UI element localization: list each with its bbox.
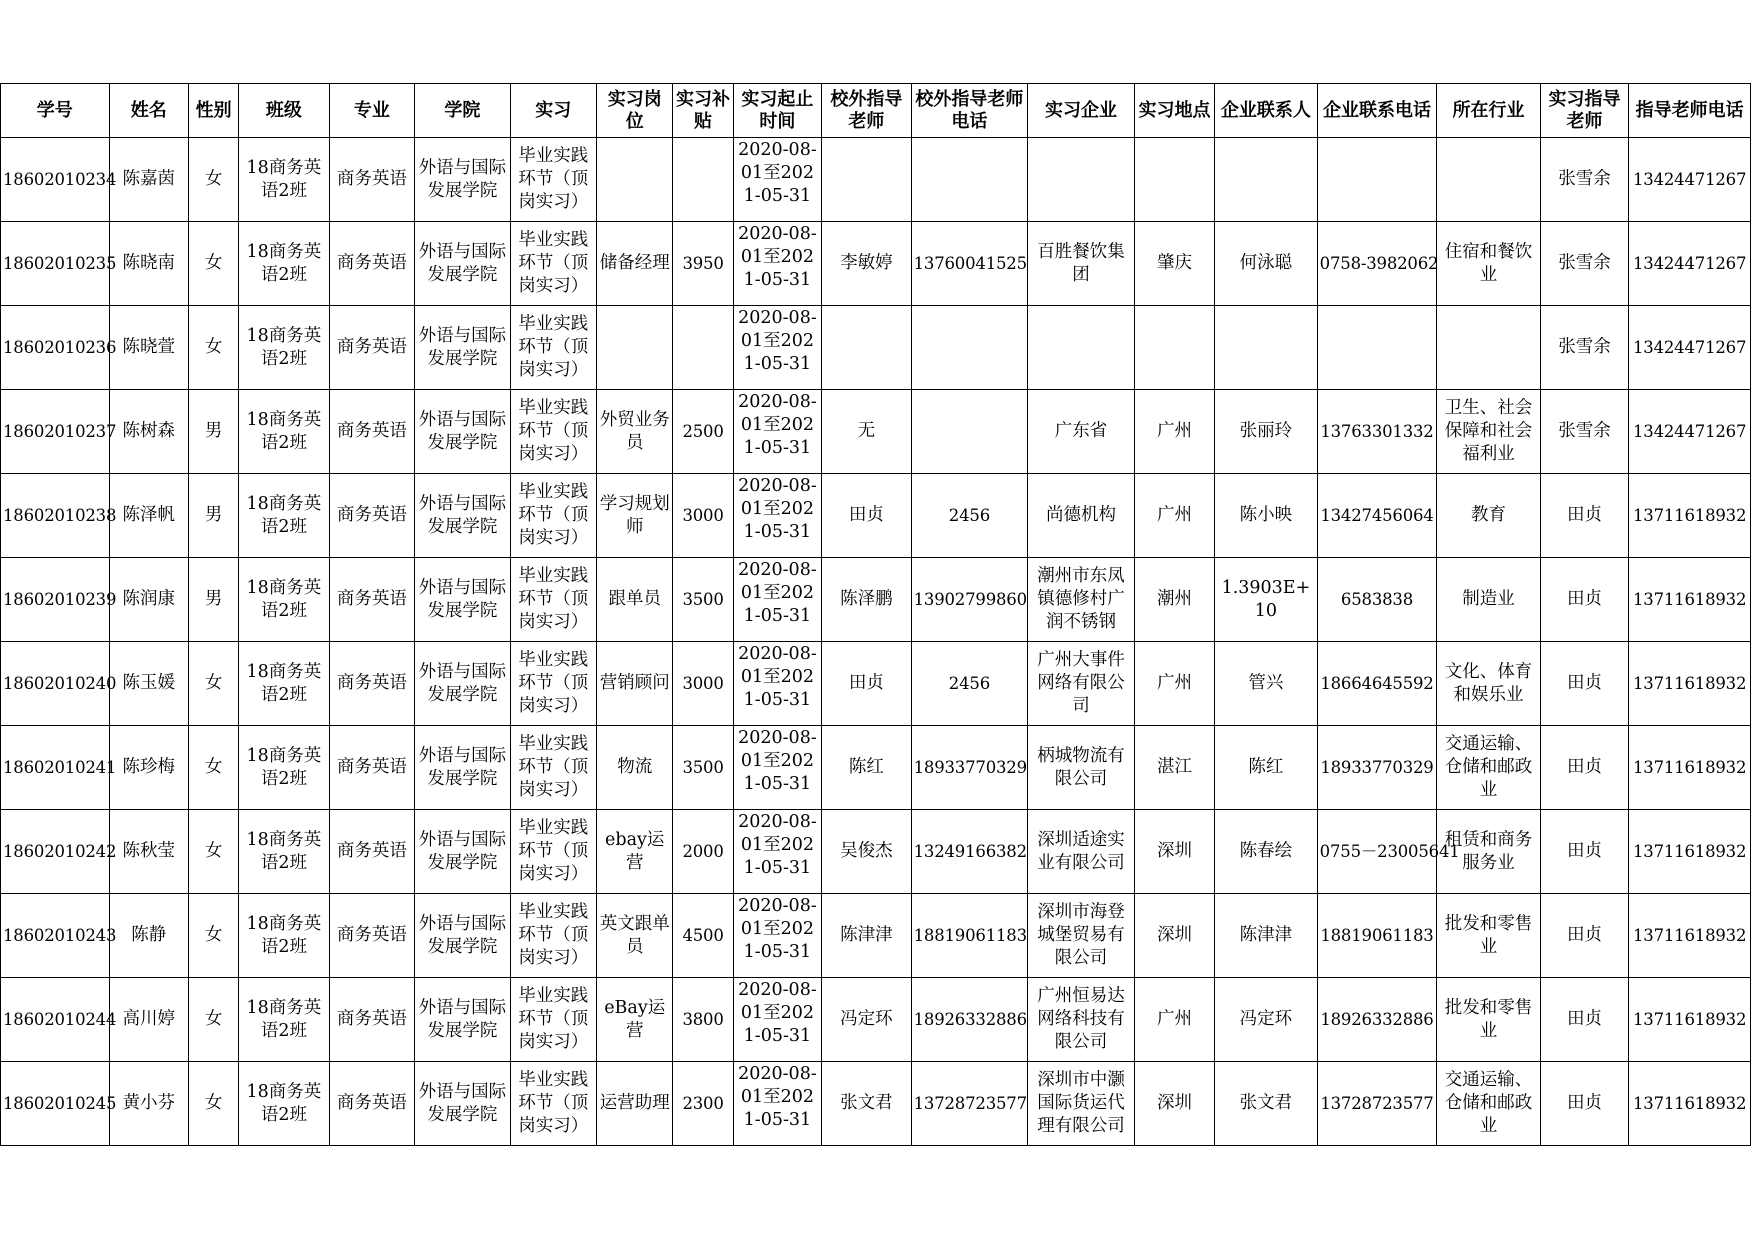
major-cell: 商务英语 [329, 222, 414, 306]
internship-cell: 毕业实践环节（顶岗实习） [510, 558, 596, 642]
subsidy-cell: 2300 [673, 1062, 733, 1146]
col-header-major: 专业 [329, 84, 414, 138]
period-cell [733, 306, 821, 390]
class-cell: 18商务英语2班 [239, 390, 329, 474]
gender-cell: 男 [188, 558, 238, 642]
period-cell [733, 138, 821, 222]
internship-cell: 毕业实践环节（顶岗实习） [510, 306, 596, 390]
table-body [1, 138, 1751, 1146]
gender-cell: 女 [188, 1062, 238, 1146]
subsidy-cell: 3500 [673, 558, 733, 642]
location-cell: 深圳 [1134, 810, 1214, 894]
external-teacher-cell: 陈津津 [822, 894, 911, 978]
teacher-phone-cell: 13711618932 [1629, 474, 1751, 558]
teacher-cell: 田贞 [1540, 558, 1628, 642]
industry-cell: 交通运输、仓储和邮政业 [1437, 726, 1541, 810]
col-header-class: 班级 [239, 84, 329, 138]
subsidy-cell: 3800 [673, 978, 733, 1062]
name-cell: 黄小芬 [109, 1062, 188, 1146]
industry-cell [1437, 306, 1541, 390]
teacher-cell: 田贞 [1540, 978, 1628, 1062]
name-cell: 陈晓南 [109, 222, 188, 306]
table-row [1, 306, 1751, 390]
class-cell: 18商务英语2班 [239, 726, 329, 810]
college-cell: 外语与国际发展学院 [415, 138, 510, 222]
period-text: 2020-08-01至2021-05-31 [738, 1064, 817, 1130]
position-cell: 物流 [597, 726, 673, 810]
position-cell [597, 138, 673, 222]
location-cell: 潮州 [1134, 558, 1214, 642]
gender-cell: 男 [188, 474, 238, 558]
period-text: 2020-08-01至2021-05-31 [738, 896, 817, 962]
external-teacher-phone-cell: 18926332886 [911, 978, 1028, 1062]
external-teacher-cell: 李敏婷 [822, 222, 911, 306]
name-cell: 陈秋莹 [109, 810, 188, 894]
subsidy-cell: 3000 [673, 642, 733, 726]
col-header-company-contact: 企业联系人 [1215, 84, 1318, 138]
period-cell [733, 222, 821, 306]
external-teacher-phone-cell: 13249166382 [911, 810, 1028, 894]
col-header-gender: 性别 [188, 84, 238, 138]
company-phone-cell: 6583838 [1317, 558, 1437, 642]
teacher-phone-cell: 13711618932 [1629, 894, 1751, 978]
teacher-phone-cell: 13711618932 [1629, 726, 1751, 810]
gender-cell: 女 [188, 138, 238, 222]
table-row [1, 642, 1751, 726]
location-cell [1134, 138, 1214, 222]
student-id-cell: 18602010239 [1, 558, 110, 642]
location-cell: 广州 [1134, 642, 1214, 726]
industry-cell: 交通运输、仓储和邮政业 [1437, 1062, 1541, 1146]
external-teacher-phone-cell [911, 138, 1028, 222]
class-cell: 18商务英语2班 [239, 642, 329, 726]
col-header-external-teacher: 校外指导老师 [822, 84, 911, 138]
company-cell: 广州恒易达网络科技有限公司 [1028, 978, 1135, 1062]
location-cell: 深圳 [1134, 894, 1214, 978]
teacher-cell: 田贞 [1540, 726, 1628, 810]
class-cell: 18商务英语2班 [239, 894, 329, 978]
company-contact-cell: 陈小映 [1215, 474, 1318, 558]
period-cell [733, 558, 821, 642]
location-cell: 广州 [1134, 390, 1214, 474]
location-cell: 广州 [1134, 474, 1214, 558]
student-id-cell: 18602010240 [1, 642, 110, 726]
name-cell: 陈嘉茵 [109, 138, 188, 222]
external-teacher-cell: 田贞 [822, 642, 911, 726]
period-cell [733, 642, 821, 726]
period-cell [733, 978, 821, 1062]
internship-cell: 毕业实践环节（顶岗实习） [510, 894, 596, 978]
period-text: 2020-08-01至2021-05-31 [738, 728, 817, 794]
subsidy-cell: 3950 [673, 222, 733, 306]
position-cell: 学习规划师 [597, 474, 673, 558]
position-cell: eBay运营 [597, 978, 673, 1062]
company-contact-cell: 陈津津 [1215, 894, 1318, 978]
external-teacher-phone-cell: 13760041525 [911, 222, 1028, 306]
teacher-phone-cell: 13424471267 [1629, 222, 1751, 306]
major-cell: 商务英语 [329, 642, 414, 726]
position-cell [597, 306, 673, 390]
company-contact-cell [1215, 138, 1318, 222]
period-text: 2020-08-01至2021-05-31 [738, 308, 817, 374]
subsidy-cell: 2000 [673, 810, 733, 894]
class-cell: 18商务英语2班 [239, 138, 329, 222]
col-header-company: 实习企业 [1028, 84, 1135, 138]
header-row [1, 84, 1751, 138]
student-id-cell: 18602010236 [1, 306, 110, 390]
industry-cell: 教育 [1437, 474, 1541, 558]
col-header-teacher-phone: 指导老师电话 [1629, 84, 1751, 138]
teacher-cell: 田贞 [1540, 642, 1628, 726]
subsidy-cell: 4500 [673, 894, 733, 978]
company-phone-cell: 18664645592 [1317, 642, 1437, 726]
college-cell: 外语与国际发展学院 [415, 1062, 510, 1146]
major-cell: 商务英语 [329, 1062, 414, 1146]
class-cell: 18商务英语2班 [239, 810, 329, 894]
table-row [1, 222, 1751, 306]
company-phone-cell: 18926332886 [1317, 978, 1437, 1062]
industry-cell: 批发和零售业 [1437, 894, 1541, 978]
external-teacher-phone-cell: 13728723577 [911, 1062, 1028, 1146]
company-cell: 深圳适途实业有限公司 [1028, 810, 1135, 894]
company-contact-cell: 冯定环 [1215, 978, 1318, 1062]
col-header-external-teacher-phone: 校外指导老师电话 [911, 84, 1028, 138]
teacher-cell: 田贞 [1540, 810, 1628, 894]
teacher-phone-cell: 13711618932 [1629, 810, 1751, 894]
student-id-cell: 18602010242 [1, 810, 110, 894]
class-cell: 18商务英语2班 [239, 558, 329, 642]
internship-cell: 毕业实践环节（顶岗实习） [510, 642, 596, 726]
position-cell: ebay运营 [597, 810, 673, 894]
period-text: 2020-08-01至2021-05-31 [738, 140, 817, 206]
gender-cell: 女 [188, 894, 238, 978]
subsidy-cell: 3500 [673, 726, 733, 810]
class-cell: 18商务英语2班 [239, 978, 329, 1062]
col-header-subsidy: 实习补贴 [673, 84, 733, 138]
student-id-cell: 18602010235 [1, 222, 110, 306]
major-cell: 商务英语 [329, 474, 414, 558]
college-cell: 外语与国际发展学院 [415, 810, 510, 894]
period-text: 2020-08-01至2021-05-31 [738, 224, 817, 290]
table-row [1, 894, 1751, 978]
name-cell: 陈泽帆 [109, 474, 188, 558]
company-contact-cell: 管兴 [1215, 642, 1318, 726]
location-cell: 肇庆 [1134, 222, 1214, 306]
company-cell: 深圳市海登城堡贸易有限公司 [1028, 894, 1135, 978]
subsidy-cell: 3000 [673, 474, 733, 558]
name-cell: 陈珍梅 [109, 726, 188, 810]
period-text: 2020-08-01至2021-05-31 [738, 644, 817, 710]
external-teacher-cell: 陈红 [822, 726, 911, 810]
teacher-cell: 张雪余 [1540, 138, 1628, 222]
table-row [1, 474, 1751, 558]
company-phone-cell [1317, 306, 1437, 390]
class-cell: 18商务英语2班 [239, 306, 329, 390]
internship-table [0, 83, 1751, 1146]
teacher-cell: 张雪余 [1540, 222, 1628, 306]
external-teacher-phone-cell: 13902799860 [911, 558, 1028, 642]
internship-cell: 毕业实践环节（顶岗实习） [510, 810, 596, 894]
industry-cell: 批发和零售业 [1437, 978, 1541, 1062]
internship-cell: 毕业实践环节（顶岗实习） [510, 726, 596, 810]
student-id-cell: 18602010244 [1, 978, 110, 1062]
student-id-cell: 18602010241 [1, 726, 110, 810]
teacher-phone-cell: 13711618932 [1629, 978, 1751, 1062]
location-cell: 深圳 [1134, 1062, 1214, 1146]
company-contact-cell [1215, 306, 1318, 390]
company-contact-cell: 何泳聪 [1215, 222, 1318, 306]
gender-cell: 女 [188, 978, 238, 1062]
col-header-teacher: 实习指导老师 [1540, 84, 1628, 138]
company-phone-cell: 18819061183 [1317, 894, 1437, 978]
name-cell: 陈润康 [109, 558, 188, 642]
gender-cell: 女 [188, 222, 238, 306]
col-header-location: 实习地点 [1134, 84, 1214, 138]
col-header-period: 实习起止时间 [733, 84, 821, 138]
external-teacher-phone-cell: 2456 [911, 642, 1028, 726]
student-id-cell: 18602010237 [1, 390, 110, 474]
internship-cell: 毕业实践环节（顶岗实习） [510, 1062, 596, 1146]
teacher-cell: 田贞 [1540, 894, 1628, 978]
period-cell [733, 894, 821, 978]
position-cell: 外贸业务员 [597, 390, 673, 474]
period-cell [733, 810, 821, 894]
teacher-cell: 田贞 [1540, 474, 1628, 558]
company-cell: 潮州市东凤镇德修村广润不锈钢 [1028, 558, 1135, 642]
teacher-phone-cell: 13424471267 [1629, 138, 1751, 222]
class-cell: 18商务英语2班 [239, 474, 329, 558]
major-cell: 商务英语 [329, 894, 414, 978]
major-cell: 商务英语 [329, 978, 414, 1062]
major-cell: 商务英语 [329, 306, 414, 390]
college-cell: 外语与国际发展学院 [415, 978, 510, 1062]
external-teacher-cell: 张文君 [822, 1062, 911, 1146]
company-cell: 深圳市中灏国际货运代理有限公司 [1028, 1062, 1135, 1146]
external-teacher-cell: 陈泽鹏 [822, 558, 911, 642]
teacher-cell: 田贞 [1540, 1062, 1628, 1146]
major-cell: 商务英语 [329, 390, 414, 474]
period-cell [733, 726, 821, 810]
subsidy-cell [673, 306, 733, 390]
col-header-position: 实习岗位 [597, 84, 673, 138]
student-id-cell: 18602010234 [1, 138, 110, 222]
col-header-college: 学院 [415, 84, 510, 138]
table-row [1, 138, 1751, 222]
college-cell: 外语与国际发展学院 [415, 726, 510, 810]
position-cell: 营销顾问 [597, 642, 673, 726]
period-text: 2020-08-01至2021-05-31 [738, 812, 817, 878]
gender-cell: 女 [188, 810, 238, 894]
position-cell: 运营助理 [597, 1062, 673, 1146]
gender-cell: 女 [188, 726, 238, 810]
company-contact-cell: 1.3903E+10 [1215, 558, 1318, 642]
company-phone-cell [1317, 138, 1437, 222]
location-cell: 广州 [1134, 978, 1214, 1062]
class-cell: 18商务英语2班 [239, 222, 329, 306]
teacher-phone-cell: 13711618932 [1629, 642, 1751, 726]
gender-cell: 女 [188, 306, 238, 390]
student-id-cell: 18602010238 [1, 474, 110, 558]
position-cell: 英文跟单员 [597, 894, 673, 978]
company-phone-cell: 18933770329 [1317, 726, 1437, 810]
company-cell: 尚德机构 [1028, 474, 1135, 558]
name-cell: 陈静 [109, 894, 188, 978]
student-id-cell: 18602010245 [1, 1062, 110, 1146]
teacher-cell: 张雪余 [1540, 306, 1628, 390]
major-cell: 商务英语 [329, 810, 414, 894]
company-cell: 广州大事件网络有限公司 [1028, 642, 1135, 726]
industry-cell: 租赁和商务服务业 [1437, 810, 1541, 894]
teacher-phone-cell: 13711618932 [1629, 558, 1751, 642]
teacher-phone-cell: 13424471267 [1629, 306, 1751, 390]
table-row [1, 558, 1751, 642]
location-cell: 湛江 [1134, 726, 1214, 810]
college-cell: 外语与国际发展学院 [415, 222, 510, 306]
college-cell: 外语与国际发展学院 [415, 306, 510, 390]
table-row [1, 1062, 1751, 1146]
subsidy-cell: 2500 [673, 390, 733, 474]
subsidy-cell [673, 138, 733, 222]
company-phone-cell: 13427456064 [1317, 474, 1437, 558]
period-text: 2020-08-01至2021-05-31 [738, 560, 817, 626]
company-contact-cell: 陈红 [1215, 726, 1318, 810]
period-text: 2020-08-01至2021-05-31 [738, 392, 817, 458]
external-teacher-phone-cell [911, 390, 1028, 474]
gender-cell: 男 [188, 390, 238, 474]
teacher-cell: 张雪余 [1540, 390, 1628, 474]
industry-cell [1437, 138, 1541, 222]
table-row [1, 978, 1751, 1062]
external-teacher-phone-cell: 18933770329 [911, 726, 1028, 810]
student-id-cell: 18602010243 [1, 894, 110, 978]
external-teacher-phone-cell [911, 306, 1028, 390]
teacher-phone-cell: 13711618932 [1629, 1062, 1751, 1146]
company-phone-cell: 13728723577 [1317, 1062, 1437, 1146]
company-contact-cell: 陈春绘 [1215, 810, 1318, 894]
college-cell: 外语与国际发展学院 [415, 642, 510, 726]
table-row [1, 810, 1751, 894]
col-header-student-id: 学号 [1, 84, 110, 138]
table-row [1, 390, 1751, 474]
company-cell: 柄城物流有限公司 [1028, 726, 1135, 810]
teacher-phone-cell: 13424471267 [1629, 390, 1751, 474]
major-cell: 商务英语 [329, 726, 414, 810]
external-teacher-cell: 冯定环 [822, 978, 911, 1062]
external-teacher-phone-cell: 2456 [911, 474, 1028, 558]
industry-cell: 卫生、社会保障和社会福利业 [1437, 390, 1541, 474]
col-header-name: 姓名 [109, 84, 188, 138]
major-cell: 商务英语 [329, 138, 414, 222]
internship-cell: 毕业实践环节（顶岗实习） [510, 978, 596, 1062]
internship-cell: 毕业实践环节（顶岗实习） [510, 390, 596, 474]
internship-cell: 毕业实践环节（顶岗实习） [510, 138, 596, 222]
position-cell: 跟单员 [597, 558, 673, 642]
internship-cell: 毕业实践环节（顶岗实习） [510, 474, 596, 558]
industry-cell: 制造业 [1437, 558, 1541, 642]
class-cell: 18商务英语2班 [239, 1062, 329, 1146]
company-contact-cell: 张丽玲 [1215, 390, 1318, 474]
company-phone-cell: 13763301332 [1317, 390, 1437, 474]
external-teacher-cell [822, 138, 911, 222]
company-cell [1028, 306, 1135, 390]
industry-cell: 文化、体育和娱乐业 [1437, 642, 1541, 726]
name-cell: 陈晓萱 [109, 306, 188, 390]
external-teacher-cell [822, 306, 911, 390]
external-teacher-cell: 无 [822, 390, 911, 474]
name-cell: 高川婷 [109, 978, 188, 1062]
period-text: 2020-08-01至2021-05-31 [738, 476, 817, 542]
col-header-internship: 实习 [510, 84, 596, 138]
period-text: 2020-08-01至2021-05-31 [738, 980, 817, 1046]
company-cell: 广东省 [1028, 390, 1135, 474]
external-teacher-phone-cell: 18819061183 [911, 894, 1028, 978]
period-cell [733, 474, 821, 558]
company-cell: 百胜餐饮集团 [1028, 222, 1135, 306]
col-header-company-phone: 企业联系电话 [1317, 84, 1437, 138]
company-contact-cell: 张文君 [1215, 1062, 1318, 1146]
company-phone-cell: 0758-3982062 [1317, 222, 1437, 306]
col-header-industry: 所在行业 [1437, 84, 1541, 138]
external-teacher-cell: 吴俊杰 [822, 810, 911, 894]
name-cell: 陈玉媛 [109, 642, 188, 726]
internship-cell: 毕业实践环节（顶岗实习） [510, 222, 596, 306]
college-cell: 外语与国际发展学院 [415, 474, 510, 558]
college-cell: 外语与国际发展学院 [415, 390, 510, 474]
position-cell: 储备经理 [597, 222, 673, 306]
external-teacher-cell: 田贞 [822, 474, 911, 558]
company-phone-cell: 0755－23005641 [1317, 810, 1437, 894]
company-cell [1028, 138, 1135, 222]
industry-cell: 住宿和餐饮业 [1437, 222, 1541, 306]
location-cell [1134, 306, 1214, 390]
gender-cell: 女 [188, 642, 238, 726]
major-cell: 商务英语 [329, 558, 414, 642]
name-cell: 陈树森 [109, 390, 188, 474]
table-row [1, 726, 1751, 810]
college-cell: 外语与国际发展学院 [415, 558, 510, 642]
period-cell [733, 390, 821, 474]
college-cell: 外语与国际发展学院 [415, 894, 510, 978]
period-cell [733, 1062, 821, 1146]
